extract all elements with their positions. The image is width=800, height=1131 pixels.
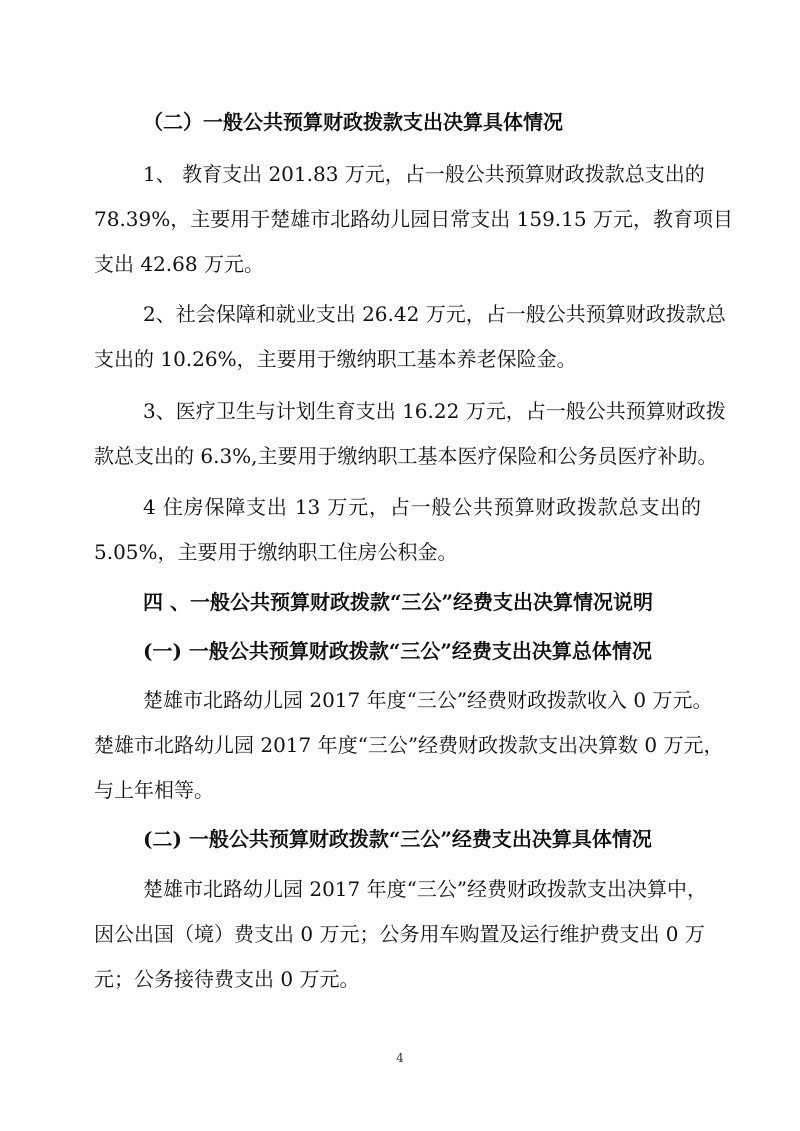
paragraph-three-public-detail-line-1: 楚雄市北路幼儿园 2017 年度“三公”经费财政拨款支出决算中，	[143, 877, 708, 901]
paragraph-housing-line-2: 5.05%，主要用于缴纳职工住房公积金。	[94, 540, 458, 564]
paragraph-medical-line-1: 3、医疗卫生与计划生育支出 16.22 万元，占一般公共预算财政拨	[143, 399, 726, 423]
paragraph-three-public-detail-line-3: 元；公务接待费支出 0 万元。	[94, 967, 360, 991]
paragraph-medical-line-2: 款总支出的 6.3%,主要用于缴纳职工基本医疗保险和公务员医疗补助。	[94, 444, 718, 468]
paragraph-three-public-overall-line-3: 与上年相等。	[94, 778, 214, 802]
subsection-heading-three-public-overall: (一) 一般公共预算财政拨款“三公”经费支出决算总体情况	[143, 639, 652, 663]
paragraph-three-public-detail-line-2: 因公出国（境）费支出 0 万元；公务用车购置及运行维护费支出 0 万	[94, 922, 705, 946]
paragraph-three-public-overall-line-2: 楚雄市北路幼儿园 2017 年度“三公”经费财政拨款支出决算数 0 万元，	[94, 733, 724, 757]
paragraph-education-line-1: 1、 教育支出 201.83 万元，占一般公共预算财政拨款总支出的	[143, 162, 705, 186]
paragraph-social-security-line-1: 2、社会保障和就业支出 26.42 万元，占一般公共预算财政拨款总	[143, 302, 726, 326]
paragraph-education-line-3: 支出 42.68 万元。	[94, 252, 264, 276]
page-number: 4	[396, 1051, 404, 1065]
subsection-heading-three-public-detail: (二) 一般公共预算财政拨款“三公”经费支出决算具体情况	[143, 827, 652, 851]
paragraph-education-line-2: 78.39%，主要用于楚雄市北路幼儿园日常支出 159.15 万元，教育项目	[94, 207, 733, 231]
paragraph-social-security-line-2: 支出的 10.26%，主要用于缴纳职工基本养老保险金。	[94, 347, 577, 371]
paragraph-housing-line-1: 4 住房保障支出 13 万元，占一般公共预算财政拨款总支出的	[143, 495, 701, 519]
paragraph-three-public-overall-line-1: 楚雄市北路幼儿园 2017 年度“三公”经费财政拨款收入 0 万元。	[143, 688, 713, 712]
section-heading-three-public-expenses: 四 、一般公共预算财政拨款“三公”经费支出决算情况说明	[143, 590, 653, 614]
section-heading-general-budget-detail: （二）一般公共预算财政拨款支出决算具体情况	[143, 110, 563, 134]
